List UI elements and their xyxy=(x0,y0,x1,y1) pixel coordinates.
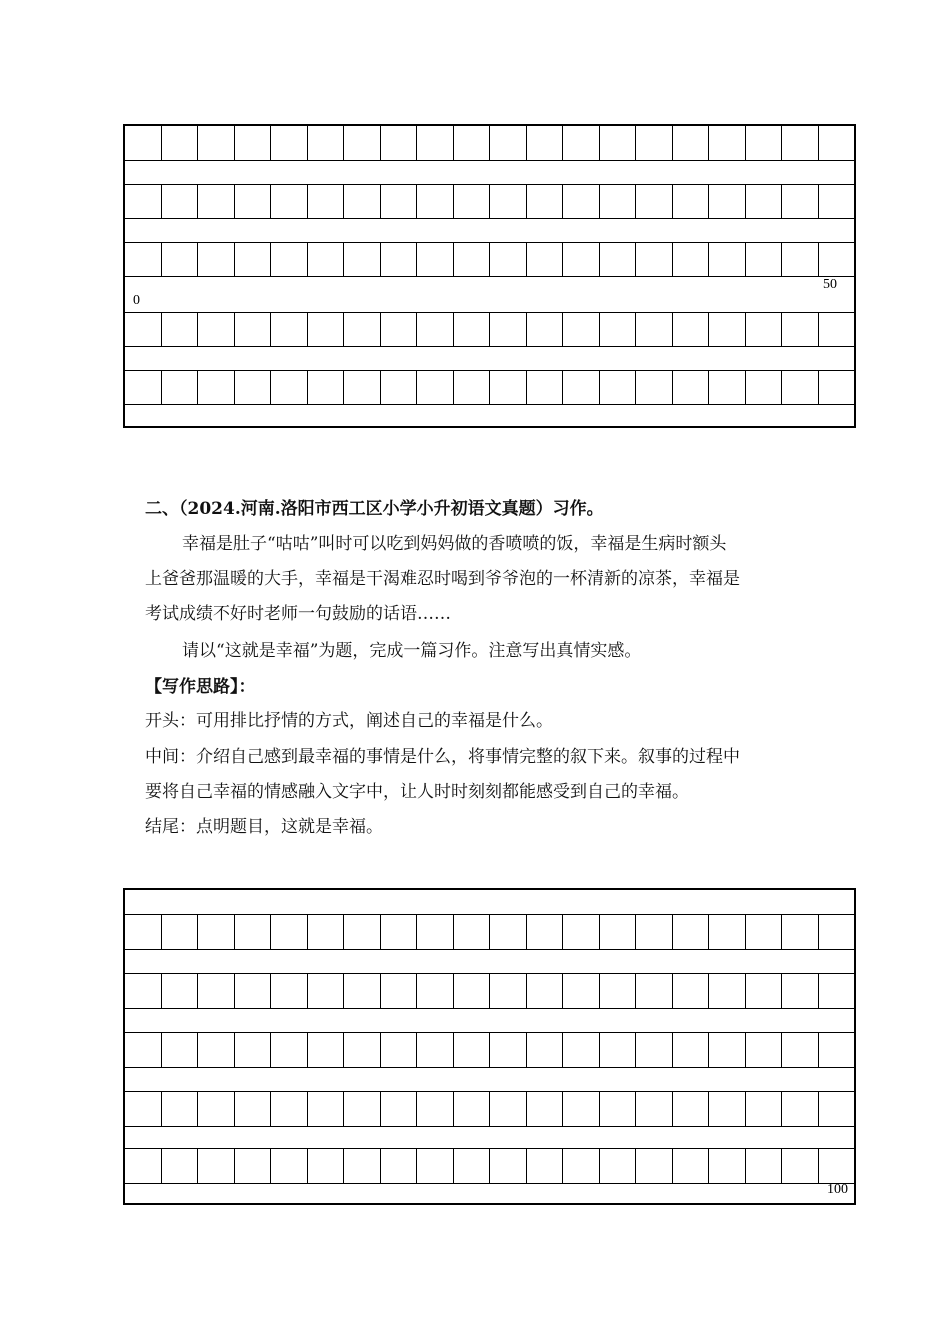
grid-cell xyxy=(235,1148,272,1183)
cell-row xyxy=(125,312,854,346)
grid-cell xyxy=(819,242,855,276)
grid-cell xyxy=(125,914,162,949)
grid-cell xyxy=(709,242,746,276)
grid-cell xyxy=(709,973,746,1008)
grid-cell xyxy=(198,914,235,949)
grid-cell xyxy=(490,1032,527,1067)
grid-cell xyxy=(271,370,308,404)
grid-cell xyxy=(636,126,673,160)
grid-cell xyxy=(819,973,855,1008)
grid-cell xyxy=(454,242,491,276)
grid-cell xyxy=(819,126,855,160)
grid-cell xyxy=(271,914,308,949)
grid-cell xyxy=(417,1032,454,1067)
grid-cell xyxy=(381,242,418,276)
grid-cell xyxy=(819,370,855,404)
grid-cell xyxy=(490,126,527,160)
grid-cell xyxy=(235,1091,272,1126)
grid-cell xyxy=(271,973,308,1008)
grid-cell xyxy=(673,973,710,1008)
grid-cell xyxy=(162,1091,199,1126)
grid-cell xyxy=(709,370,746,404)
grid-cell xyxy=(308,973,345,1008)
writing-grid-bottom xyxy=(123,888,856,1205)
grid-cell xyxy=(235,126,272,160)
tip-line: 中间：介绍自己感到最幸福的事情是什么，将事情完整的叙下来。叙事的过程中 xyxy=(145,747,740,767)
grid-cell xyxy=(454,1091,491,1126)
grid-cell xyxy=(490,973,527,1008)
grid-cell xyxy=(381,1091,418,1126)
grid-cell xyxy=(125,973,162,1008)
grid-cell xyxy=(819,1148,855,1183)
grid-cell xyxy=(381,1032,418,1067)
grid-cell xyxy=(417,973,454,1008)
tip-line: 要将自己幸福的情感融入文字中，让人时时刻刻都能感受到自己的幸福。 xyxy=(145,782,689,802)
grid-cell xyxy=(162,1148,199,1183)
grid-cell xyxy=(636,370,673,404)
grid-cell xyxy=(454,126,491,160)
grid-cell xyxy=(308,1091,345,1126)
grid-cell xyxy=(709,1091,746,1126)
grid-cell xyxy=(344,1091,381,1126)
grid-cell xyxy=(308,312,345,346)
grid-cell xyxy=(600,312,637,346)
grid-cell xyxy=(271,184,308,218)
grid-cell xyxy=(198,370,235,404)
grid-cell xyxy=(746,184,783,218)
grid-cell xyxy=(198,1091,235,1126)
grid-cell xyxy=(782,242,819,276)
grid-cell xyxy=(162,242,199,276)
grid-cell xyxy=(746,312,783,346)
grid-cell xyxy=(125,242,162,276)
grid-cell xyxy=(782,184,819,218)
grid-cell xyxy=(198,242,235,276)
grid-cell xyxy=(673,1091,710,1126)
grid-cell xyxy=(600,370,637,404)
grid-cell xyxy=(344,370,381,404)
grid-cell xyxy=(125,184,162,218)
grid-cell xyxy=(709,184,746,218)
grid-cell xyxy=(417,126,454,160)
grid-cell xyxy=(125,1091,162,1126)
grid-cell xyxy=(417,914,454,949)
grid-cell xyxy=(636,914,673,949)
grid-cell xyxy=(819,184,855,218)
grid-cell xyxy=(673,184,710,218)
grid-cell xyxy=(125,1032,162,1067)
grid-cell xyxy=(563,1032,600,1067)
grid-cell xyxy=(709,1032,746,1067)
grid-cell xyxy=(673,1148,710,1183)
grid-cell xyxy=(600,1091,637,1126)
grid-cell xyxy=(198,312,235,346)
grid-cell xyxy=(381,973,418,1008)
grid-cell xyxy=(527,914,564,949)
grid-cell xyxy=(235,242,272,276)
grid-cell xyxy=(198,184,235,218)
grid-cell xyxy=(235,914,272,949)
grid-cell xyxy=(600,184,637,218)
grid-cell xyxy=(636,312,673,346)
grid-cell xyxy=(235,1032,272,1067)
grid-cell xyxy=(746,973,783,1008)
grid-cell xyxy=(709,914,746,949)
grid-cell xyxy=(782,1032,819,1067)
grid-cell xyxy=(490,1148,527,1183)
grid-cell xyxy=(490,184,527,218)
grid-cell xyxy=(235,370,272,404)
grid-cell xyxy=(271,242,308,276)
grid-cell xyxy=(563,973,600,1008)
grid-cell xyxy=(198,973,235,1008)
grid-cell xyxy=(819,312,855,346)
cell-row xyxy=(125,1148,854,1183)
grid-cell xyxy=(782,973,819,1008)
prompt-line: 幸福是肚子“咕咕”叫时可以吃到妈妈做的香喷喷的饭，幸福是生病时额头 xyxy=(182,534,727,554)
grid-cell xyxy=(709,126,746,160)
grid-cell xyxy=(746,370,783,404)
grid-cell xyxy=(271,1148,308,1183)
grid-cell xyxy=(527,242,564,276)
grid-cell xyxy=(417,370,454,404)
grid-cell xyxy=(782,312,819,346)
prompt-line: 上爸爸那温暖的大手，幸福是干渴难忍时喝到爷爷泡的一杯清新的凉茶，幸福是 xyxy=(145,569,740,589)
grid-cell xyxy=(308,914,345,949)
grid-cell xyxy=(162,370,199,404)
grid-cell xyxy=(344,1032,381,1067)
grid-cell xyxy=(308,126,345,160)
grid-cell xyxy=(782,126,819,160)
grid-cell xyxy=(271,126,308,160)
grid-cell xyxy=(162,184,199,218)
grid-cell xyxy=(673,312,710,346)
grid-cell xyxy=(746,126,783,160)
grid-cell xyxy=(162,126,199,160)
grid-cell xyxy=(417,184,454,218)
cell-row xyxy=(125,370,854,404)
cell-row xyxy=(125,184,854,218)
grid-cell xyxy=(381,1148,418,1183)
cell-row xyxy=(125,1091,854,1126)
grid-cell xyxy=(454,370,491,404)
grid-cell xyxy=(563,312,600,346)
cell-row xyxy=(125,914,854,949)
grid-cell xyxy=(600,126,637,160)
grid-cell xyxy=(563,242,600,276)
grid-cell xyxy=(198,1148,235,1183)
grid-cell xyxy=(454,312,491,346)
grid-cell xyxy=(344,312,381,346)
grid-cell xyxy=(454,184,491,218)
grid-cell xyxy=(271,1091,308,1126)
grid-cell xyxy=(417,312,454,346)
grid-cell xyxy=(344,242,381,276)
grid-cell xyxy=(125,370,162,404)
grid-cell xyxy=(125,1148,162,1183)
grid-cell xyxy=(709,1148,746,1183)
grid-cell xyxy=(344,1148,381,1183)
grid-cell xyxy=(782,370,819,404)
grid-cell xyxy=(417,1148,454,1183)
grid-cell xyxy=(563,126,600,160)
grid-cell xyxy=(527,1091,564,1126)
grid-cell xyxy=(235,312,272,346)
grid-cell xyxy=(709,312,746,346)
grid-cell xyxy=(454,973,491,1008)
grid-cell xyxy=(746,914,783,949)
grid-cell xyxy=(636,1091,673,1126)
cell-row xyxy=(125,126,854,160)
cell-row xyxy=(125,973,854,1008)
grid-cell xyxy=(490,914,527,949)
grid-cell xyxy=(490,370,527,404)
tip-line: 结尾：点明题目，这就是幸福。 xyxy=(145,817,383,837)
grid-cell xyxy=(417,1091,454,1126)
grid-cell xyxy=(746,242,783,276)
grid-cell xyxy=(600,973,637,1008)
grid-cell xyxy=(162,1032,199,1067)
grid-cell xyxy=(673,126,710,160)
grid-cell xyxy=(381,914,418,949)
word-count-0: 0 xyxy=(133,293,140,308)
grid-cell xyxy=(673,370,710,404)
grid-cell xyxy=(746,1091,783,1126)
grid-cell xyxy=(563,184,600,218)
grid-cell xyxy=(308,370,345,404)
grid-cell xyxy=(600,1148,637,1183)
grid-cell xyxy=(527,370,564,404)
grid-cell xyxy=(563,370,600,404)
grid-cell xyxy=(563,914,600,949)
grid-cell xyxy=(235,184,272,218)
grid-cell xyxy=(454,1148,491,1183)
grid-cell xyxy=(162,914,199,949)
grid-cell xyxy=(600,242,637,276)
grid-cell xyxy=(235,973,272,1008)
grid-cell xyxy=(490,1091,527,1126)
grid-cell xyxy=(819,1091,855,1126)
grid-cell xyxy=(308,1148,345,1183)
grid-cell xyxy=(308,184,345,218)
grid-cell xyxy=(563,1091,600,1126)
grid-cell xyxy=(381,126,418,160)
word-count-100: 100 xyxy=(827,1182,848,1197)
grid-cell xyxy=(636,1148,673,1183)
grid-cell xyxy=(782,1091,819,1126)
word-count-50: 50 xyxy=(823,277,837,292)
prompt-line: 考试成绩不好时老师一句鼓励的话语…… xyxy=(145,604,451,624)
grid-cell xyxy=(782,1148,819,1183)
grid-cell xyxy=(527,126,564,160)
grid-cell xyxy=(819,914,855,949)
cell-row xyxy=(125,1032,854,1067)
grid-cell xyxy=(308,242,345,276)
grid-cell xyxy=(746,1148,783,1183)
grid-cell xyxy=(673,242,710,276)
grid-cell xyxy=(673,914,710,949)
question-heading: 二、（2024.河南.洛阳市西工区小学小升初语文真题）习作。 xyxy=(145,499,604,519)
grid-cell xyxy=(490,312,527,346)
grid-cell xyxy=(162,312,199,346)
grid-cell xyxy=(636,184,673,218)
grid-cell xyxy=(527,1032,564,1067)
tips-heading: 【写作思路】： xyxy=(145,677,256,697)
grid-cell xyxy=(198,126,235,160)
grid-cell xyxy=(673,1032,710,1067)
grid-cell xyxy=(819,1032,855,1067)
grid-cell xyxy=(746,1032,783,1067)
grid-cell xyxy=(271,1032,308,1067)
grid-cell xyxy=(381,184,418,218)
grid-cell xyxy=(563,1148,600,1183)
grid-cell xyxy=(381,312,418,346)
tip-line: 开头：可用排比抒情的方式，阐述自己的幸福是什么。 xyxy=(145,711,553,731)
grid-cell xyxy=(527,312,564,346)
grid-cell xyxy=(344,184,381,218)
grid-cell xyxy=(271,312,308,346)
grid-cell xyxy=(308,1032,345,1067)
grid-cell xyxy=(344,973,381,1008)
grid-cell xyxy=(417,242,454,276)
grid-cell xyxy=(527,973,564,1008)
grid-cell xyxy=(125,312,162,346)
grid-cell xyxy=(198,1032,235,1067)
grid-cell xyxy=(636,1032,673,1067)
grid-cell xyxy=(162,973,199,1008)
cell-row xyxy=(125,242,854,276)
grid-cell xyxy=(344,126,381,160)
grid-cell xyxy=(344,914,381,949)
grid-cell xyxy=(454,1032,491,1067)
grid-cell xyxy=(600,1032,637,1067)
grid-cell xyxy=(381,370,418,404)
instruction: 请以“这就是幸福”为题，完成一篇习作。注意写出真情实感。 xyxy=(182,641,642,661)
grid-cell xyxy=(782,914,819,949)
grid-cell xyxy=(636,242,673,276)
grid-cell xyxy=(600,914,637,949)
grid-cell xyxy=(636,973,673,1008)
grid-cell xyxy=(527,1148,564,1183)
grid-cell xyxy=(490,242,527,276)
grid-cell xyxy=(454,914,491,949)
writing-grid-top xyxy=(123,124,856,428)
grid-cell xyxy=(125,126,162,160)
grid-cell xyxy=(527,184,564,218)
